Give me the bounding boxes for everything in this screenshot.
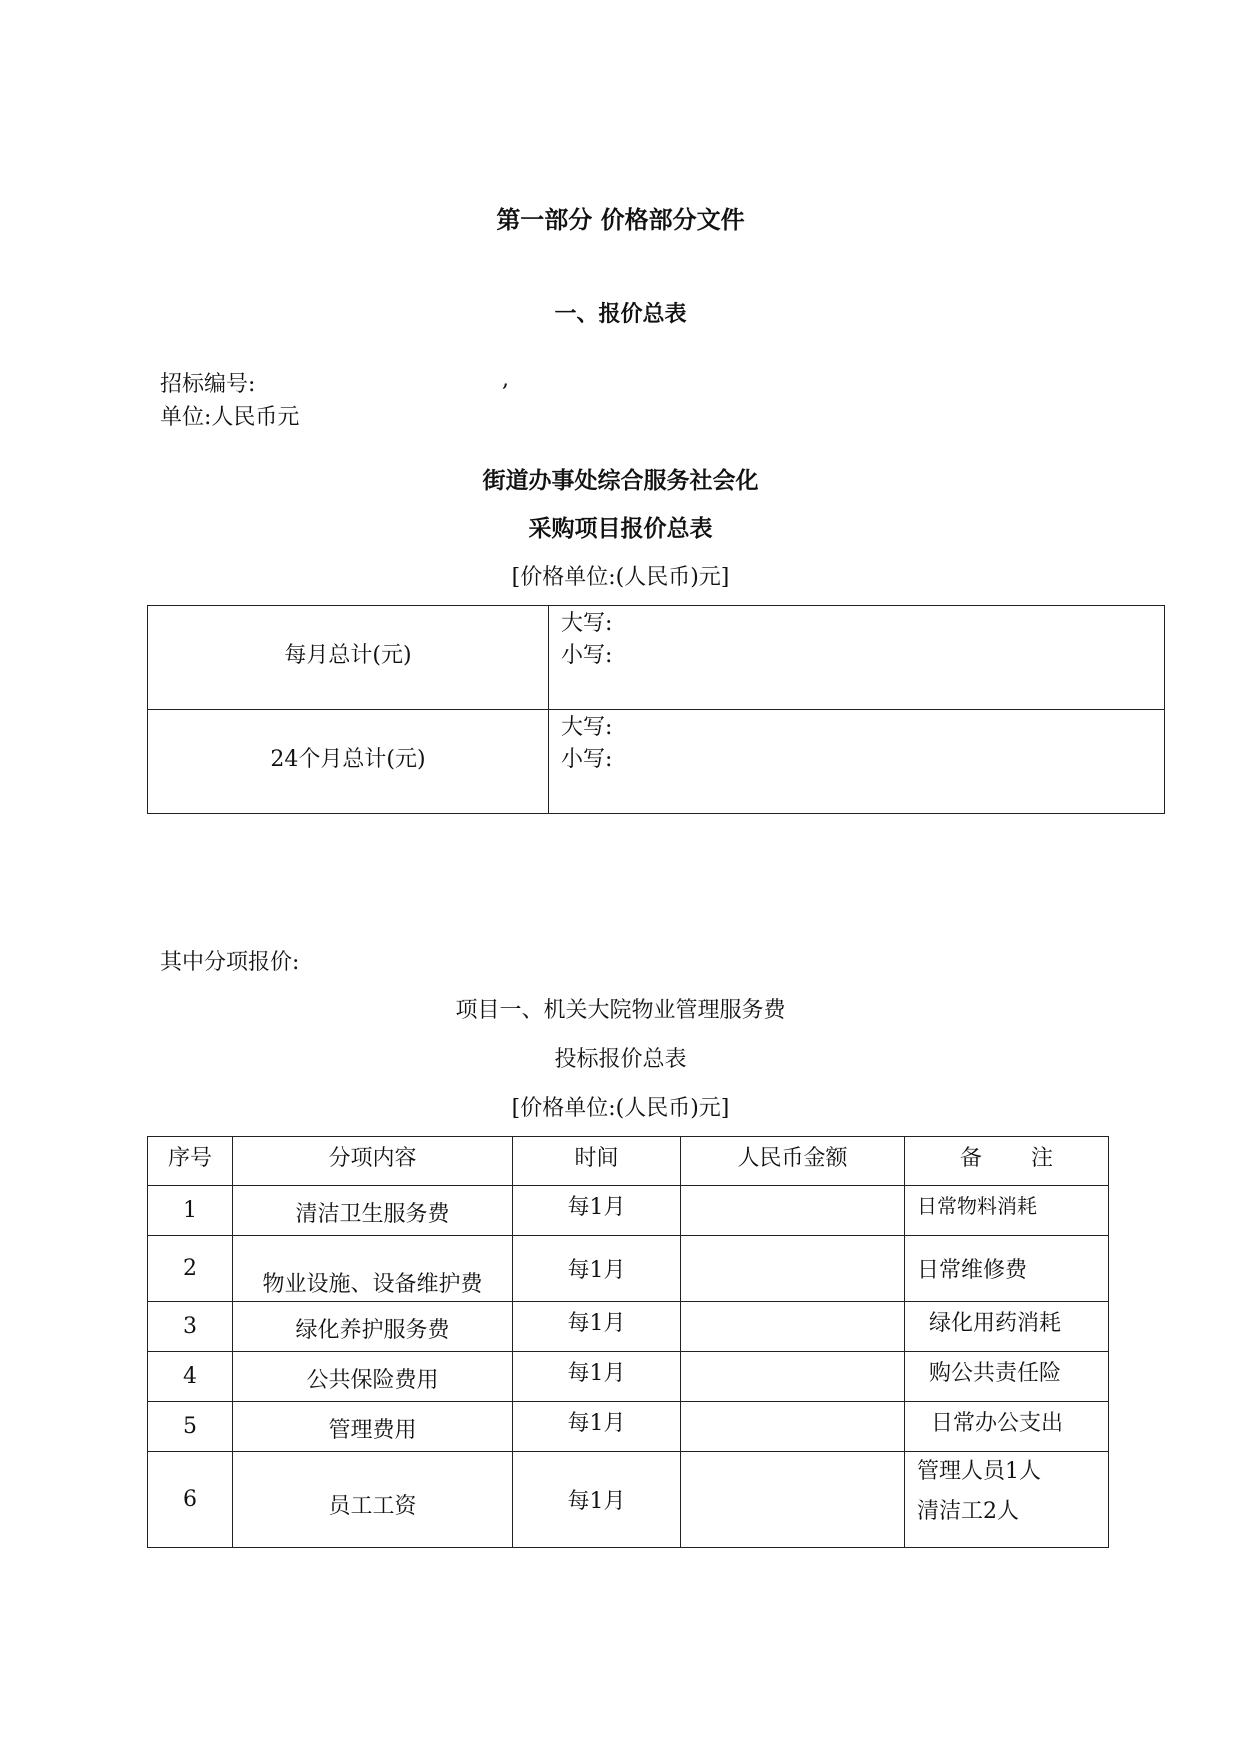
bid-number-comma: ,	[502, 367, 509, 392]
table-row	[148, 1186, 1109, 1236]
row-item: 管理费用	[233, 1402, 513, 1452]
row-note: 购公共责任险	[905, 1352, 1109, 1402]
row-note-line2: 清洁工2人	[917, 1499, 1019, 1524]
upper-amount-label: 大写:	[561, 611, 613, 636]
row-no: 3	[148, 1302, 233, 1352]
items-price-unit: [价格单位:(人民币)元]	[511, 1096, 730, 1121]
row-item: 公共保险费用	[233, 1352, 513, 1402]
row-time: 每1月	[513, 1236, 681, 1302]
summary-label-monthly: 每月总计(元)	[148, 606, 549, 710]
bid-number-label: 招标编号:	[160, 372, 256, 397]
table-row	[148, 1352, 1109, 1402]
table-row	[148, 1302, 1109, 1352]
items-table	[147, 1136, 1109, 1548]
summary-value-24months[interactable]	[549, 710, 1165, 814]
row-amount[interactable]	[681, 1452, 905, 1548]
project-title: 项目一、机关大院物业管理服务费	[455, 998, 786, 1023]
summary-row-monthly	[148, 606, 1165, 710]
part-title: 第一部分 价格部分文件	[496, 205, 745, 234]
table-row	[148, 1236, 1109, 1302]
summary-value-monthly[interactable]	[549, 606, 1165, 710]
summary-row-24months	[148, 710, 1165, 814]
section-title: 一、报价总表	[554, 301, 687, 327]
items-header-row	[148, 1137, 1109, 1186]
summary-price-unit: [价格单位:(人民币)元]	[511, 565, 730, 590]
row-amount[interactable]	[681, 1352, 905, 1402]
table-row	[148, 1452, 1109, 1548]
header-no: 序号	[148, 1137, 233, 1186]
row-note: 绿化用药消耗	[905, 1302, 1109, 1352]
row-no: 1	[148, 1186, 233, 1236]
summary-label-24months: 24个月总计(元)	[148, 710, 549, 814]
row-note: 日常办公支出	[905, 1402, 1109, 1452]
items-table-title: 投标报价总表	[554, 1047, 687, 1072]
header-amount: 人民币金额	[681, 1137, 905, 1186]
row-amount[interactable]	[681, 1236, 905, 1302]
row-amount[interactable]	[681, 1302, 905, 1352]
row-amount[interactable]	[681, 1186, 905, 1236]
row-item: 员工工资	[233, 1452, 513, 1548]
row-no: 6	[148, 1452, 233, 1548]
row-time: 每1月	[513, 1452, 681, 1548]
table-row	[148, 1402, 1109, 1452]
row-amount[interactable]	[681, 1402, 905, 1452]
breakdown-intro: 其中分项报价:	[160, 950, 300, 975]
row-no: 4	[148, 1352, 233, 1402]
row-item: 清洁卫生服务费	[233, 1186, 513, 1236]
row-note: 日常物料消耗	[905, 1186, 1109, 1236]
header-item: 分项内容	[233, 1137, 513, 1186]
summary-title-line2: 采购项目报价总表	[528, 515, 713, 542]
currency-unit-line: 单位:人民币元	[160, 405, 300, 430]
lower-amount-label: 小写:	[561, 747, 613, 772]
row-item: 物业设施、设备维护费	[233, 1236, 513, 1302]
row-note: 日常维修费	[905, 1236, 1109, 1302]
upper-amount-label: 大写:	[561, 715, 613, 740]
row-item: 绿化养护服务费	[233, 1302, 513, 1352]
row-note	[905, 1452, 1109, 1548]
row-time: 每1月	[513, 1302, 681, 1352]
header-time: 时间	[513, 1137, 681, 1186]
row-time: 每1月	[513, 1186, 681, 1236]
summary-title-line1: 街道办事处综合服务社会化	[482, 467, 759, 494]
row-no: 2	[148, 1236, 233, 1302]
row-note-line1: 管理人员1人	[917, 1459, 1041, 1484]
row-no: 5	[148, 1402, 233, 1452]
header-note: 备 注	[905, 1137, 1109, 1186]
lower-amount-label: 小写:	[561, 643, 613, 668]
row-time: 每1月	[513, 1352, 681, 1402]
summary-table	[147, 605, 1165, 814]
row-time: 每1月	[513, 1402, 681, 1452]
